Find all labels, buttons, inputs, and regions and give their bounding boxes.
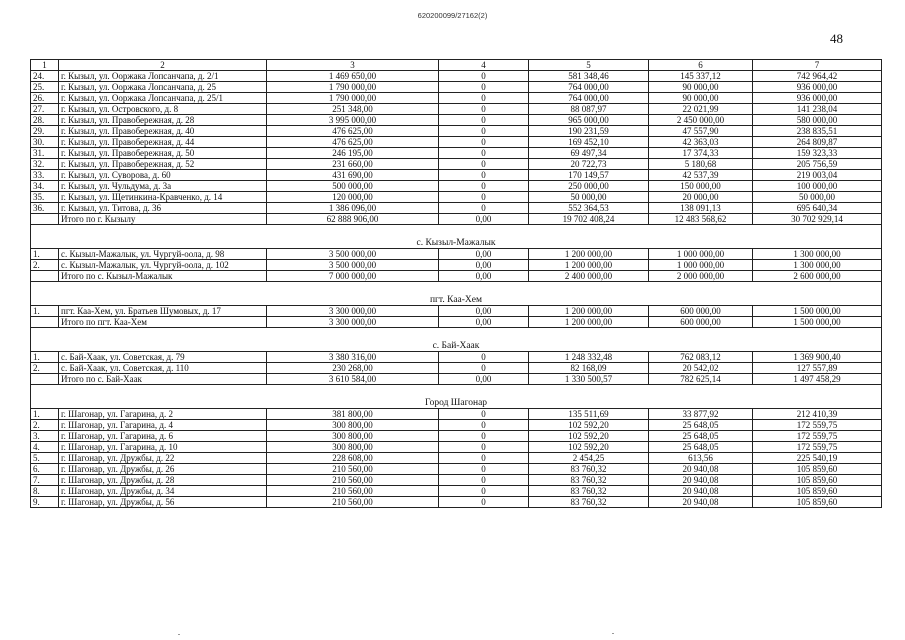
cell-col-1: 32. [31,159,59,170]
cell-col-4: 0 [439,420,529,431]
table-row [31,203,882,214]
cell-col-7: 50 000,00 [753,192,882,203]
cell-col-7: 1 369 900,40 [753,352,882,363]
cell-col-7: 1 300 000,00 [753,260,882,271]
cell-col-2: г. Шагонар, ул. Дружбы, д. 26 [59,464,267,475]
cell-col-4: 0 [439,363,529,374]
cell-col-7: 105 859,60 [753,464,882,475]
cell-col-5: 1 248 332,48 [529,352,649,363]
cell-col-6: 2 000 000,00 [649,271,753,282]
cell-col-3: 3 610 584,00 [267,374,439,385]
cell-col-6: 33 877,92 [649,409,753,420]
cell-col-3: 476 625,00 [267,137,439,148]
cell-col-4: 0 [439,170,529,181]
cell-col-1: 2. [31,363,59,374]
section-heading-row [31,282,882,306]
cell-col-7: 205 756,59 [753,159,882,170]
cell-col-6: 600 000,00 [649,306,753,317]
cell-col-3: 251 348,00 [267,104,439,115]
cell-col-6: 1 000 000,00 [649,249,753,260]
cell-col-6: 1 000 000,00 [649,260,753,271]
table-row [31,260,882,271]
table-row [31,159,882,170]
table-row [31,170,882,181]
table-row [31,181,882,192]
cell-col-3: 230 268,00 [267,363,439,374]
cell-col-7: 105 859,60 [753,486,882,497]
cell-col-6: 600 000,00 [649,317,753,328]
table-row [31,249,882,260]
cell-col-7: 172 559,75 [753,442,882,453]
table-row [31,115,882,126]
cell-col-6: 47 557,90 [649,126,753,137]
cell-col-3: 210 560,00 [267,486,439,497]
section-title: пгт. Каа-Хем [31,282,882,306]
cell-col-1: 33. [31,170,59,181]
cell-col-5: 1 200 000,00 [529,260,649,271]
cell-col-4: 0 [439,126,529,137]
cell-col-7: 1 497 458,29 [753,374,882,385]
cell-col-3: 246 195,00 [267,148,439,159]
cell-col-3: 3 300 000,00 [267,317,439,328]
cell-col-7: 1 500 000,00 [753,317,882,328]
cell-col-6: 20 542,02 [649,363,753,374]
total-row [31,271,882,282]
cell-col-3: 500 000,00 [267,181,439,192]
cell-col-2: г. Кызыл, ул. Ооржака Лопсанчапа, д. 25 [59,82,267,93]
cell-col-3: 228 608,00 [267,453,439,464]
cell-col-1 [31,317,59,328]
cell-col-2: г. Кызыл, ул. Щетинкина-Кравченко, д. 14 [59,192,267,203]
cell-col-4: 0,00 [439,317,529,328]
cell-col-2: г. Кызыл, ул. Правобережная, д. 40 [59,126,267,137]
cell-col-4: 0,00 [439,374,529,385]
cell-col-1: 1. [31,409,59,420]
cell-col-7: 695 640,34 [753,203,882,214]
cell-col-2: г. Шагонар, ул. Гагарина, д. 10 [59,442,267,453]
column-number: 4 [439,60,529,71]
table-row [31,306,882,317]
table-row [31,126,882,137]
cell-col-2: г. Кызыл, ул. Суворова, д. 60 [59,170,267,181]
cell-col-3: 120 000,00 [267,192,439,203]
cell-col-3: 300 800,00 [267,442,439,453]
cell-col-3: 476 625,00 [267,126,439,137]
cell-col-5: 82 168,09 [529,363,649,374]
cell-col-7: 264 809,87 [753,137,882,148]
cell-col-7: 212 410,39 [753,409,882,420]
cell-col-4: 0 [439,71,529,82]
column-number: 3 [267,60,439,71]
cell-col-7: 936 000,00 [753,82,882,93]
cell-col-3: 210 560,00 [267,497,439,508]
cell-col-1: 7. [31,475,59,486]
cell-col-5: 2 400 000,00 [529,271,649,282]
cell-col-4: 0 [439,159,529,170]
page-number: 48 [830,31,843,46]
cell-col-7: 105 859,60 [753,475,882,486]
table-row [31,409,882,420]
cell-col-3: 7 000 000,00 [267,271,439,282]
cell-col-2: с. Кызыл-Мажалык, ул. Чургуй-оола, д. 98 [59,249,267,260]
cell-col-6: 22 021,99 [649,104,753,115]
table-row [31,475,882,486]
cell-col-5: 102 592,20 [529,442,649,453]
cell-col-4: 0 [439,464,529,475]
cell-col-5: 169 452,10 [529,137,649,148]
cell-col-2: г. Кызыл, ул. Правобережная, д. 52 [59,159,267,170]
cell-col-1: 1. [31,352,59,363]
cell-col-1: 2. [31,260,59,271]
total-row [31,214,882,225]
cell-col-2: Итого по г. Кызылу [59,214,267,225]
cell-col-3: 381 800,00 [267,409,439,420]
cell-col-1: 6. [31,464,59,475]
cell-col-6: 138 091,13 [649,203,753,214]
cell-col-4: 0 [439,181,529,192]
cell-col-4: 0 [439,137,529,148]
cell-col-3: 3 500 000,00 [267,260,439,271]
cell-col-2: пгт. Каа-Хем, ул. Братьев Шумовых, д. 17 [59,306,267,317]
cell-col-1: 24. [31,71,59,82]
cell-col-6: 42 537,39 [649,170,753,181]
cell-col-1: 4. [31,442,59,453]
cell-col-4: 0 [439,409,529,420]
cell-col-3: 3 300 000,00 [267,306,439,317]
cell-col-4: 0 [439,475,529,486]
cell-col-3: 1 790 000,00 [267,82,439,93]
cell-col-6: 613,56 [649,453,753,464]
cell-col-2: Итого по пгт. Каа-Хем [59,317,267,328]
cell-col-2: г. Кызыл, ул. Правобережная, д. 50 [59,148,267,159]
cell-col-6: 2 450 000,00 [649,115,753,126]
cell-col-4: 0,00 [439,271,529,282]
cell-col-2: с. Кызыл-Мажалык, ул. Чургуй-оола, д. 102 [59,260,267,271]
cell-col-5: 552 364,53 [529,203,649,214]
cell-col-6: 90 000,00 [649,82,753,93]
table-row [31,82,882,93]
cell-col-5: 764 000,00 [529,93,649,104]
cell-col-2: г. Кызыл, ул. Титова, д. 36 [59,203,267,214]
cell-col-5: 2 454,25 [529,453,649,464]
cell-col-6: 20 940,08 [649,464,753,475]
cell-col-5: 83 760,32 [529,475,649,486]
document-code: 620200099/27162(2) [417,11,488,20]
table-row [31,442,882,453]
cell-col-3: 1 469 650,00 [267,71,439,82]
cell-col-6: 20 940,08 [649,497,753,508]
table-row [31,497,882,508]
cell-col-5: 20 722,73 [529,159,649,170]
cell-col-7: 742 964,42 [753,71,882,82]
cell-col-2: г. Кызыл, ул. Ооржака Лопсанчапа, д. 2/1 [59,71,267,82]
cell-col-7: 1 300 000,00 [753,249,882,260]
cell-col-6: 20 940,08 [649,486,753,497]
section-title: Город Шагонар [31,385,882,409]
cell-col-3: 300 800,00 [267,431,439,442]
cell-col-1: 3. [31,431,59,442]
total-row [31,317,882,328]
cell-col-5: 19 702 408,24 [529,214,649,225]
cell-col-7: 1 500 000,00 [753,306,882,317]
cell-col-1: 5. [31,453,59,464]
cell-col-3: 3 500 000,00 [267,249,439,260]
cell-col-2: г. Шагонар, ул. Гагарина, д. 2 [59,409,267,420]
cell-col-3: 62 888 906,00 [267,214,439,225]
cell-col-3: 1 386 096,00 [267,203,439,214]
table-row [31,453,882,464]
cell-col-6: 20 940,08 [649,475,753,486]
cell-col-7: 2 600 000,00 [753,271,882,282]
cell-col-1: 9. [31,497,59,508]
cell-col-7: 225 540,19 [753,453,882,464]
cell-col-5: 581 348,46 [529,71,649,82]
cell-col-4: 0 [439,203,529,214]
cell-col-1: 26. [31,93,59,104]
cell-col-1: 1. [31,306,59,317]
cell-col-5: 1 330 500,57 [529,374,649,385]
cell-col-5: 83 760,32 [529,497,649,508]
cell-col-6: 20 000,00 [649,192,753,203]
cell-col-3: 210 560,00 [267,464,439,475]
cell-col-6: 145 337,12 [649,71,753,82]
table-row [31,137,882,148]
cell-col-7: 936 000,00 [753,93,882,104]
cell-col-7: 238 835,51 [753,126,882,137]
cell-col-5: 50 000,00 [529,192,649,203]
cell-col-3: 431 690,00 [267,170,439,181]
column-number: 2 [59,60,267,71]
cell-col-3: 3 380 316,00 [267,352,439,363]
cell-col-5: 170 149,57 [529,170,649,181]
scan-speck [612,633,614,634]
cell-col-2: г. Шагонар, ул. Гагарина, д. 4 [59,420,267,431]
cell-col-6: 25 648,05 [649,442,753,453]
table-row [31,486,882,497]
cell-col-6: 5 180,68 [649,159,753,170]
table-row [31,93,882,104]
cell-col-4: 0,00 [439,260,529,271]
column-number: 5 [529,60,649,71]
table-row [31,71,882,82]
cell-col-6: 12 483 568,62 [649,214,753,225]
cell-col-1 [31,374,59,385]
cell-col-2: с. Бай-Хаак, ул. Советская, д. 79 [59,352,267,363]
cell-col-4: 0 [439,352,529,363]
cell-col-6: 150 000,00 [649,181,753,192]
cell-col-4: 0 [439,192,529,203]
cell-col-5: 102 592,20 [529,420,649,431]
cell-col-4: 0 [439,115,529,126]
cell-col-7: 30 702 929,14 [753,214,882,225]
cell-col-5: 69 497,34 [529,148,649,159]
cell-col-3: 1 790 000,00 [267,93,439,104]
cell-col-4: 0,00 [439,249,529,260]
table-row [31,148,882,159]
table-row [31,352,882,363]
cell-col-2: г. Кызыл, ул. Чульдума, д. 3а [59,181,267,192]
cell-col-6: 762 083,12 [649,352,753,363]
cell-col-2: г. Кызыл, ул. Правобережная, д. 44 [59,137,267,148]
column-number: 1 [31,60,59,71]
cell-col-5: 83 760,32 [529,464,649,475]
cell-col-4: 0 [439,82,529,93]
cell-col-4: 0 [439,442,529,453]
cell-col-7: 127 557,89 [753,363,882,374]
cell-col-4: 0 [439,93,529,104]
scan-speck [178,634,180,635]
cell-col-7: 141 238,04 [753,104,882,115]
table-row [31,464,882,475]
cell-col-2: Итого по с. Бай-Хаак [59,374,267,385]
cell-col-2: г. Шагонар, ул. Гагарина, д. 6 [59,431,267,442]
cell-col-5: 135 511,69 [529,409,649,420]
cell-col-3: 3 995 000,00 [267,115,439,126]
cell-col-2: г. Кызыл, ул. Правобережная, д. 28 [59,115,267,126]
cell-col-1: 30. [31,137,59,148]
cell-col-6: 17 374,33 [649,148,753,159]
cell-col-6: 782 625,14 [649,374,753,385]
column-number-row [31,60,882,71]
section-heading-row [31,385,882,409]
cell-col-5: 88 087,97 [529,104,649,115]
cell-col-2: с. Бай-Хаак, ул. Советская, д. 110 [59,363,267,374]
cell-col-1: 2. [31,420,59,431]
cell-col-1: 29. [31,126,59,137]
cell-col-2: г. Кызыл, ул. Ооржака Лопсанчапа, д. 25/1 [59,93,267,104]
cell-col-2: г. Шагонар, ул. Дружбы, д. 28 [59,475,267,486]
cell-col-5: 1 200 000,00 [529,317,649,328]
cell-col-3: 300 800,00 [267,420,439,431]
cell-col-5: 965 000,00 [529,115,649,126]
column-number: 7 [753,60,882,71]
cell-col-4: 0 [439,497,529,508]
table-row [31,363,882,374]
cell-col-1: 28. [31,115,59,126]
cell-col-4: 0,00 [439,214,529,225]
cell-col-4: 0 [439,148,529,159]
cell-col-2: г. Шагонар, ул. Дружбы, д. 34 [59,486,267,497]
cell-col-3: 210 560,00 [267,475,439,486]
total-row [31,374,882,385]
cell-col-1 [31,271,59,282]
cell-col-6: 25 648,05 [649,420,753,431]
cell-col-7: 580 000,00 [753,115,882,126]
section-title: с. Бай-Хаак [31,328,882,352]
cell-col-4: 0 [439,486,529,497]
cell-col-3: 231 660,00 [267,159,439,170]
cell-col-1: 8. [31,486,59,497]
cell-col-1: 31. [31,148,59,159]
section-heading-row [31,225,882,249]
cell-col-1: 36. [31,203,59,214]
cell-col-5: 764 000,00 [529,82,649,93]
cell-col-2: г. Шагонар, ул. Дружбы, д. 56 [59,497,267,508]
table-row [31,420,882,431]
cell-col-2: Итого по с. Кызыл-Мажалык [59,271,267,282]
cell-col-2: г. Кызыл, ул. Островского, д. 8 [59,104,267,115]
cell-col-7: 172 559,75 [753,420,882,431]
cell-col-7: 100 000,00 [753,181,882,192]
cell-col-6: 42 363,03 [649,137,753,148]
table-row [31,431,882,442]
cell-col-1: 35. [31,192,59,203]
cell-col-1: 34. [31,181,59,192]
cell-col-1: 27. [31,104,59,115]
table-row [31,104,882,115]
cell-col-5: 1 200 000,00 [529,249,649,260]
cell-col-4: 0,00 [439,306,529,317]
cell-col-4: 0 [439,453,529,464]
column-number: 6 [649,60,753,71]
cell-col-1: 25. [31,82,59,93]
cell-col-7: 219 003,04 [753,170,882,181]
section-title: с. Кызыл-Мажалык [31,225,882,249]
cell-col-7: 172 559,75 [753,431,882,442]
section-heading-row [31,328,882,352]
cell-col-6: 25 648,05 [649,431,753,442]
cell-col-6: 90 000,00 [649,93,753,104]
cell-col-7: 105 859,60 [753,497,882,508]
cell-col-4: 0 [439,431,529,442]
cell-col-7: 159 323,33 [753,148,882,159]
data-table [30,59,882,508]
cell-col-5: 83 760,32 [529,486,649,497]
cell-col-5: 102 592,20 [529,431,649,442]
table-row [31,192,882,203]
cell-col-5: 190 231,59 [529,126,649,137]
cell-col-4: 0 [439,104,529,115]
cell-col-5: 250 000,00 [529,181,649,192]
cell-col-5: 1 200 000,00 [529,306,649,317]
cell-col-1 [31,214,59,225]
cell-col-1: 1. [31,249,59,260]
cell-col-2: г. Шагонар, ул. Дружбы, д. 22 [59,453,267,464]
